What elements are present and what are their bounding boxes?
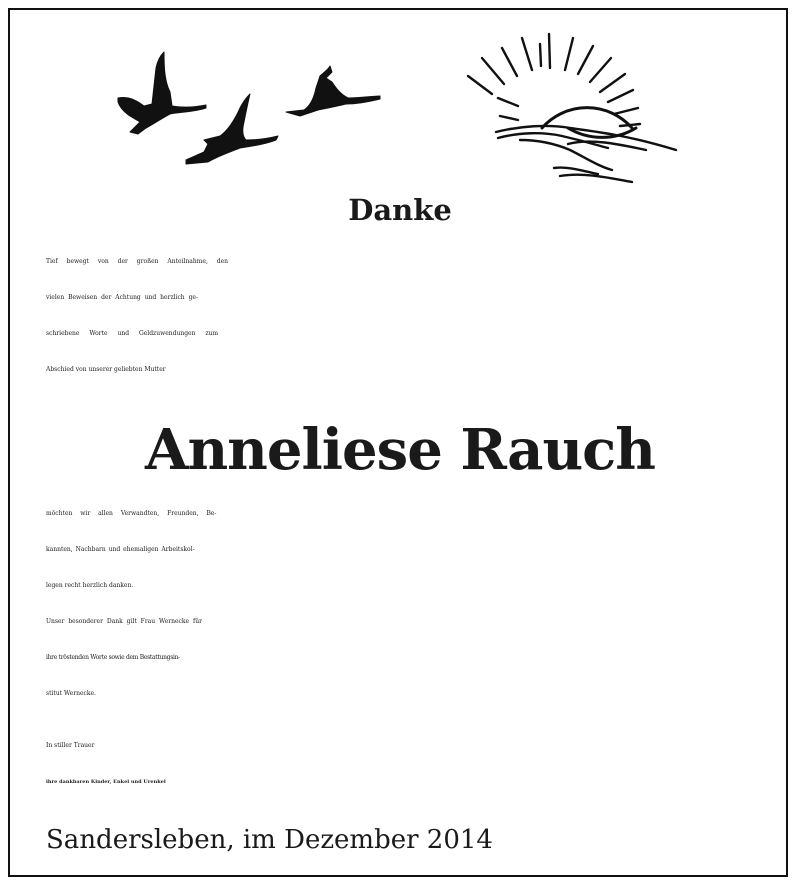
- thanks-line: ihre tröstenden Worte sowie dem Bestattungsin-: [46, 654, 180, 661]
- intro-line: Tief bewegt von der großen Anteilnahme, den: [46, 258, 229, 265]
- place-date: Sandersleben, im Dezember 2014: [46, 825, 493, 855]
- mourners-text: ihre dankbaren Kinder, Enkel und Urenkel: [46, 779, 166, 785]
- thanks-paragraph: [46, 496, 756, 712]
- intro-line: Abschied von unserer geliebten Mutter: [46, 366, 166, 373]
- intro-line: vielen Beweisen der Achtung und herzlich ge-: [46, 294, 198, 301]
- closing-block: [46, 728, 756, 800]
- thanks-line: möchten wir allen Verwandten, Freunden, Be-: [46, 510, 217, 517]
- intro-paragraph: [46, 244, 756, 388]
- thanks-line: stitut Wernecke.: [46, 690, 96, 697]
- flying-birds-icon: [118, 52, 380, 164]
- thanks-line: kannten, Nachbarn und ehemaligen Arbeitskol-: [46, 546, 195, 553]
- sunset-over-hills-icon: [468, 34, 676, 182]
- header-illustration: [100, 28, 700, 190]
- thanks-line: legen recht herzlich danken.: [46, 582, 134, 589]
- intro-line: schriebene Worte und Geldzuwendungen zum: [46, 330, 219, 337]
- notice-heading: Danke: [348, 193, 452, 227]
- deceased-name: Anneliese Rauch: [145, 417, 655, 483]
- closing-text: In stiller Trauer: [46, 742, 95, 749]
- thanks-line: Unser besonderer Dank gilt Frau Wernecke für: [46, 618, 202, 625]
